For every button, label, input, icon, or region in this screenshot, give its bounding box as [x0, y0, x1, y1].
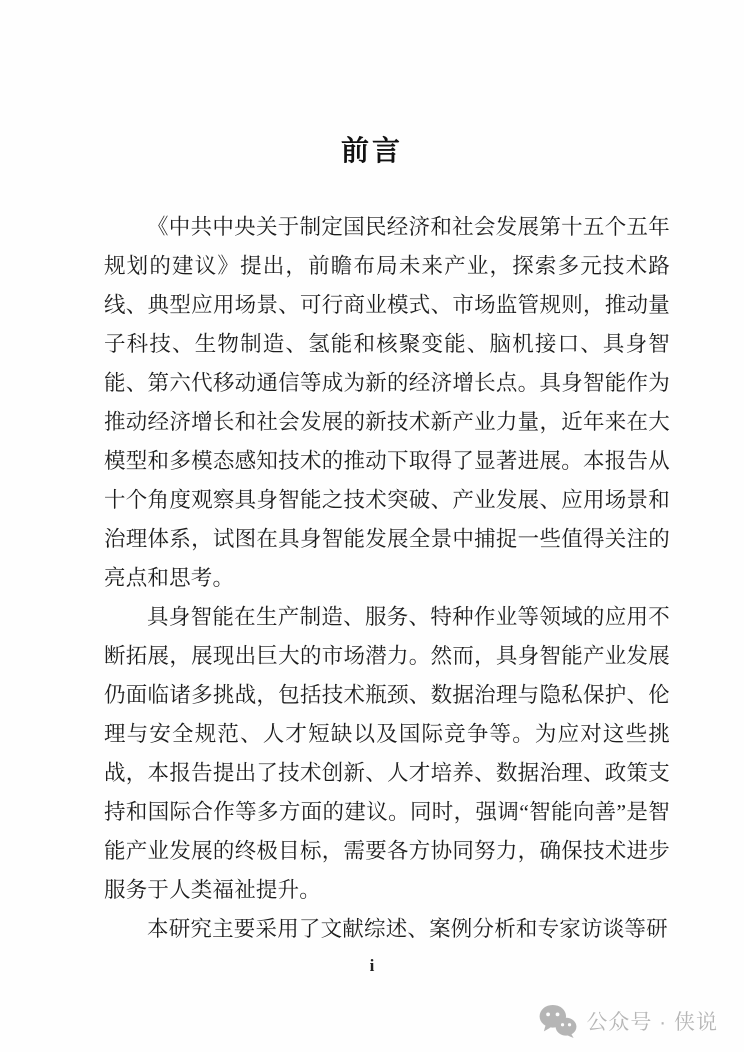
watermark-label: 公众号 · 侠说	[586, 1011, 718, 1034]
page-title: 前言	[340, 135, 403, 166]
page-number: i	[369, 956, 375, 975]
wechat-icon	[539, 1004, 577, 1038]
paragraph-3: 本研究主要采用了文献综述、案例分析和专家访谈等研	[147, 917, 668, 941]
watermark	[539, 1004, 718, 1038]
document-body	[104, 208, 670, 949]
paragraph-2: 具身智能在生产制造、服务、特种作业等领域的应用不断拓展，展现出巨大的市场潜力。然而，具身智能产业发展仍面临诸多挑战，包括技术瓶颈、数据治理与隐私保护、伦理与安全规范、人才短缺以及国际竞争等。为应对这些挑战，本报告提出了技术创新、人才培养、数据治理、政策支持和国际合作等多方面的建议。同时，强调“智能向善”是智能产业发展的终极目标，需要各方协同努力，确保技术进步服务于人类福祉提升。	[104, 605, 670, 902]
paragraph-1: 《中共中央关于制定国民经济和社会发展第十五个五年规划的建议》提出，前瞻布局未来产业，探索多元技术路线、典型应用场景、可行商业模式、市场监管规则，推动量子科技、生物制造、氢能和核聚变能、脑机接口、具身智能、第六代移动通信等成为新的经济增长点。具身智能作为推动经济增长和社会发展的新技术新产业力量，近年来在大模型和多模态感知技术的推动下取得了显著进展。本报告从十个角度观察具身智能之技术突破、产业发展、应用场景和治理体系，试图在具身智能发展全景中捕捉一些值得关注的亮点和思考。	[104, 215, 670, 590]
